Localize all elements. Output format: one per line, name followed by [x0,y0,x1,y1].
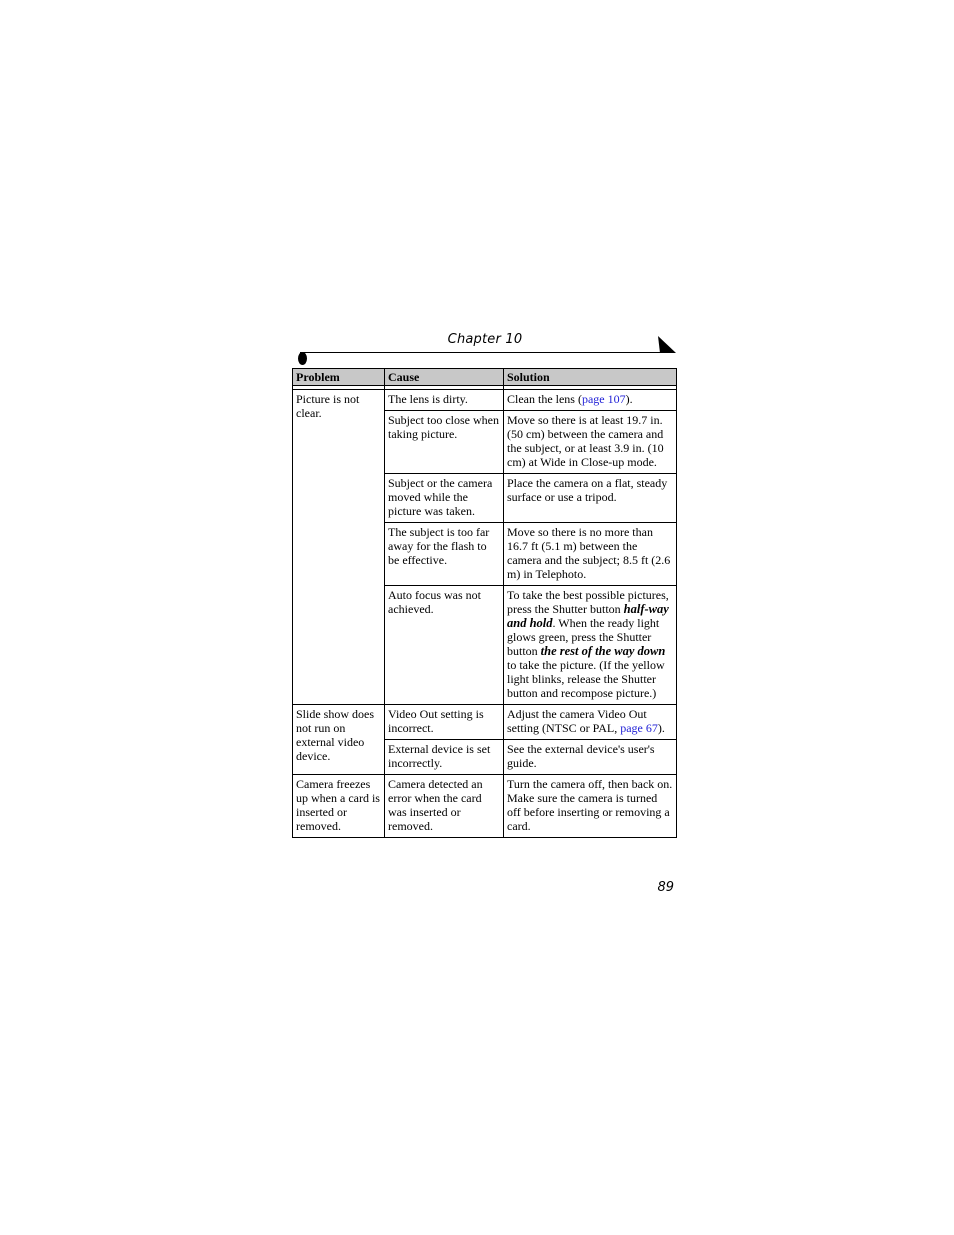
solution-cell: See the external device's user's guide. [504,740,677,775]
solution-text: to take the picture. (If the yellow light blinks, release the Shutter button and recompose picture.) [507,658,665,700]
table-row [293,775,677,838]
column-header-solution: Solution [504,369,677,386]
problem-cell: Picture is not clear. [293,390,385,705]
column-header-problem: Problem [293,369,385,386]
page-number: 89 [657,880,674,895]
solution-text: ). [657,721,665,735]
solution-text: ). [625,392,633,406]
solution-cell [504,390,677,411]
page-link[interactable]: page 67 [620,721,658,735]
cause-cell: Video Out setting is incorrect. [385,705,504,740]
header-arrow-icon [656,334,678,356]
solution-text: . When the ready light glows green, press the Shutter button [507,616,660,658]
solution-cell [504,586,677,705]
cause-cell: External device is set incorrectly. [385,740,504,775]
solution-cell: Move so there is at least 19.7 in. (50 cm) between the camera and the subject, or at least 3.9 in. (10 cm) at Wide in Close-up mode. [504,411,677,474]
solution-text: Adjust the camera Video Out setting (NTSC or PAL, [507,707,647,735]
cause-cell: The subject is too far away for the flash to be effective. [385,523,504,586]
table-row [293,390,677,411]
table-header-row [293,369,677,386]
emphasis-text: half-way and hold [507,602,669,630]
cause-cell: Auto focus was not achieved. [385,586,504,705]
page-link[interactable]: page 107 [581,392,626,406]
problem-cell: Slide show does not run on external video device. [293,705,385,775]
header-bullet-icon [298,352,307,365]
cause-cell: Subject too close when taking picture. [385,411,504,474]
cause-cell: The lens is dirty. [385,390,504,411]
cause-cell: Camera detected an error when the card was inserted or removed. [385,775,504,838]
cause-cell: Subject or the camera moved while the picture was taken. [385,474,504,523]
emphasis-text: the rest of the way down [540,644,666,658]
solution-cell [504,705,677,740]
solution-cell: Place the camera on a flat, steady surface or use a tripod. [504,474,677,523]
solution-text: Clean the lens ( [507,392,582,406]
chapter-heading: Chapter 10 [447,332,523,347]
table-row [293,705,677,740]
header-rule [300,352,670,353]
problem-cell: Camera freezes up when a card is inserted or removed. [293,775,385,838]
solution-cell: Turn the camera off, then back on. Make sure the camera is turned off before inserting or removing a card. [504,775,677,838]
troubleshooting-table [292,368,677,838]
solution-text: To take the best possible pictures, press the Shutter button [507,588,669,616]
column-header-cause: Cause [385,369,504,386]
solution-cell: Move so there is no more than 16.7 ft (5.1 m) between the camera and the subject; 8.5 ft (2.6 m) in Telephoto. [504,523,677,586]
